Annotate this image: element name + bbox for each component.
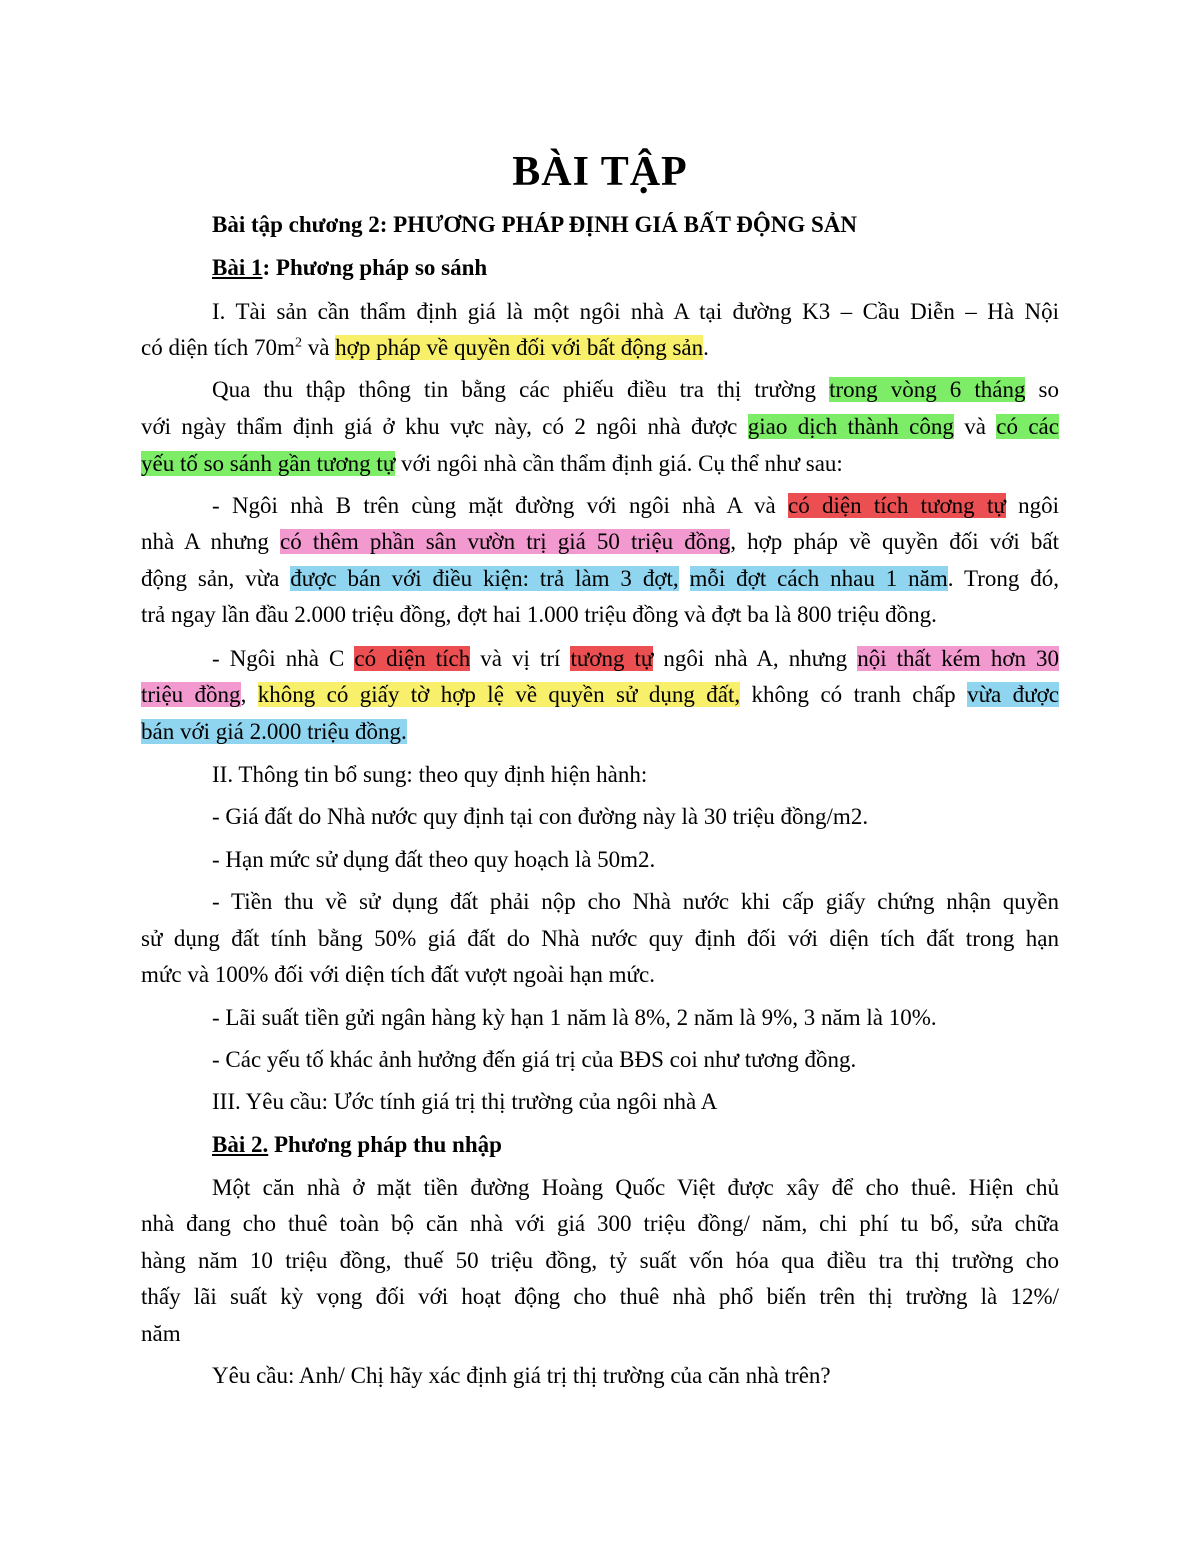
highlight-green: có các bbox=[996, 414, 1059, 439]
bai2-p1-line3: hàng năm 10 triệu đồng, thuế 50 triệu đồng, tỷ suất vốn hóa qua điều tra thị trường cho bbox=[141, 1248, 1059, 1273]
bai1-p5: II. Thông tin bổ sung: theo quy định hiện hành: bbox=[212, 762, 648, 787]
bai2-heading-text: Phương pháp thu nhập bbox=[268, 1132, 502, 1157]
highlight-green: giao dịch thành công bbox=[747, 414, 954, 439]
bai1-p6: - Giá đất do Nhà nước quy định tại con đường này là 30 triệu đồng/m2. bbox=[212, 804, 869, 829]
text-span: . bbox=[703, 335, 709, 360]
text-span: không có tranh chấp bbox=[740, 682, 968, 707]
bai1-p8-line1: - Tiền thu về sử dụng đất phải nộp cho Nhà nước khi cấp giấy chứng nhận quyền bbox=[212, 889, 1059, 914]
bai1-p2-line2 bbox=[141, 412, 1059, 442]
bai1-p3-line4: trả ngay lần đầu 2.000 triệu đồng, đợt hai 1.000 triệu đồng và đợt ba là 800 triệu đồng. bbox=[141, 602, 937, 627]
text-span: với ngôi nhà cần thẩm định giá. Cụ thể như sau: bbox=[395, 451, 843, 476]
text-span: Qua thu thập thông tin bằng các phiếu điều tra thị trường bbox=[212, 377, 830, 402]
highlight-green: yếu tố so sánh gần tương tự bbox=[141, 451, 396, 476]
text-span: và vị trí bbox=[470, 646, 571, 671]
bai1-p4-line3 bbox=[141, 717, 407, 747]
bai1-p8-line2: sử dụng đất tính bằng 50% giá đất do Nhà nước quy định đối với diện tích đất trong hạn bbox=[141, 926, 1059, 951]
bai1-p7: - Hạn mức sử dụng đất theo quy hoạch là 50m2. bbox=[212, 847, 656, 872]
bai1-p11: III. Yêu cầu: Ước tính giá trị thị trường của ngôi nhà A bbox=[212, 1089, 718, 1114]
text-span: , hợp pháp về quyền đối với bất bbox=[730, 529, 1059, 554]
bai1-label: Bài 1 bbox=[212, 255, 263, 280]
text-span: so bbox=[1025, 377, 1059, 402]
text-span: và bbox=[953, 414, 997, 439]
text-span: . Trong đó, bbox=[947, 566, 1059, 591]
highlight-green: trong vòng 6 tháng bbox=[829, 377, 1026, 402]
bai1-p1-line2 bbox=[141, 333, 709, 363]
text-span: - Ngôi nhà B trên cùng mặt đường với ngôi nhà A và bbox=[212, 493, 788, 518]
bai2-p1-line5: năm bbox=[141, 1321, 181, 1346]
highlight-red: có diện tích bbox=[354, 646, 471, 671]
text-span: nhà A nhưng bbox=[141, 529, 281, 554]
highlight-red: tương tự bbox=[570, 646, 654, 671]
bai2-p2: Yêu cầu: Anh/ Chị hãy xác định giá trị thị trường của căn nhà trên? bbox=[212, 1363, 831, 1388]
text-span: - Ngôi nhà C bbox=[212, 646, 355, 671]
bai2-heading bbox=[212, 1130, 502, 1160]
highlight-pink: triệu đồng bbox=[141, 682, 241, 707]
bai1-p1-line1: I. Tài sản cần thẩm định giá là một ngôi nhà A tại đường K3 – Cầu Diễn – Hà Nội bbox=[212, 299, 1059, 324]
text-span: có diện tích 70m bbox=[141, 335, 295, 360]
page-title: BÀI TẬP bbox=[512, 149, 688, 195]
bai1-p4-line2 bbox=[141, 680, 1059, 710]
bai1-p3-line2 bbox=[141, 527, 1059, 557]
highlight-red: có diện tích tương tự bbox=[787, 493, 1006, 518]
bai2-p1-line4: thấy lãi suất kỳ vọng đối với hoạt động cho thuê nhà phổ biến trên thị trường là 12%/ bbox=[141, 1284, 1059, 1309]
chapter-heading: Bài tập chương 2: PHƯƠNG PHÁP ĐỊNH GIÁ BẤT ĐỘNG SẢN bbox=[212, 212, 858, 237]
highlight-blue: mỗi đợt cách nhau 1 năm bbox=[689, 566, 948, 591]
bai1-p4-line1 bbox=[212, 644, 1059, 674]
highlight-pink: nội thất kém hơn 30 bbox=[857, 646, 1060, 671]
bai1-p2-line1 bbox=[212, 375, 1059, 405]
highlight-yellow: hợp pháp về quyền đối với bất động sản bbox=[335, 335, 704, 360]
bai2-p1-line2: nhà đang cho thuê toàn bộ căn nhà với giá 300 triệu đồng/ năm, chi phí tu bổ, sửa chữa bbox=[141, 1211, 1059, 1236]
bai1-p10: - Các yếu tố khác ảnh hưởng đến giá trị của BĐS coi như tương đồng. bbox=[212, 1047, 857, 1072]
bai1-heading-text: : Phương pháp so sánh bbox=[262, 255, 488, 280]
text-span bbox=[679, 566, 690, 591]
text-span: và bbox=[301, 335, 336, 360]
bai1-p8-line3: mức và 100% đối với diện tích đất vượt ngoài hạn mức. bbox=[141, 962, 655, 987]
highlight-yellow: không có giấy tờ hợp lệ về quyền sử dụng đất, bbox=[257, 682, 741, 707]
text-span: động sản, vừa bbox=[141, 566, 291, 591]
highlight-blue: được bán với điều kiện: trả làm 3 đợt, bbox=[290, 566, 679, 591]
bai2-label: Bài 2. bbox=[212, 1132, 269, 1157]
text-span: ngôi nhà A, nhưng bbox=[653, 646, 858, 671]
bai1-p3-line1 bbox=[212, 491, 1059, 521]
text-span: với ngày thẩm định giá ở khu vực này, có 2 ngôi nhà được bbox=[141, 414, 748, 439]
highlight-blue: bán với giá 2.000 triệu đồng. bbox=[141, 719, 407, 744]
bai1-p3-line3 bbox=[141, 564, 1059, 594]
superscript: 2 bbox=[294, 335, 302, 351]
bai2-p1-line1: Một căn nhà ở mặt tiền đường Hoàng Quốc Việt được xây để cho thuê. Hiện chủ bbox=[212, 1175, 1059, 1200]
bai1-p2-line3 bbox=[141, 449, 843, 479]
bai1-heading bbox=[212, 253, 487, 283]
highlight-blue: vừa được bbox=[967, 682, 1059, 707]
text-span: ngôi bbox=[1005, 493, 1059, 518]
bai1-p9: - Lãi suất tiền gửi ngân hàng kỳ hạn 1 năm là 8%, 2 năm là 9%, 3 năm là 10%. bbox=[212, 1005, 937, 1030]
highlight-pink: có thêm phần sân vườn trị giá 50 triệu đồng bbox=[280, 529, 731, 554]
text-span: , bbox=[240, 682, 258, 707]
